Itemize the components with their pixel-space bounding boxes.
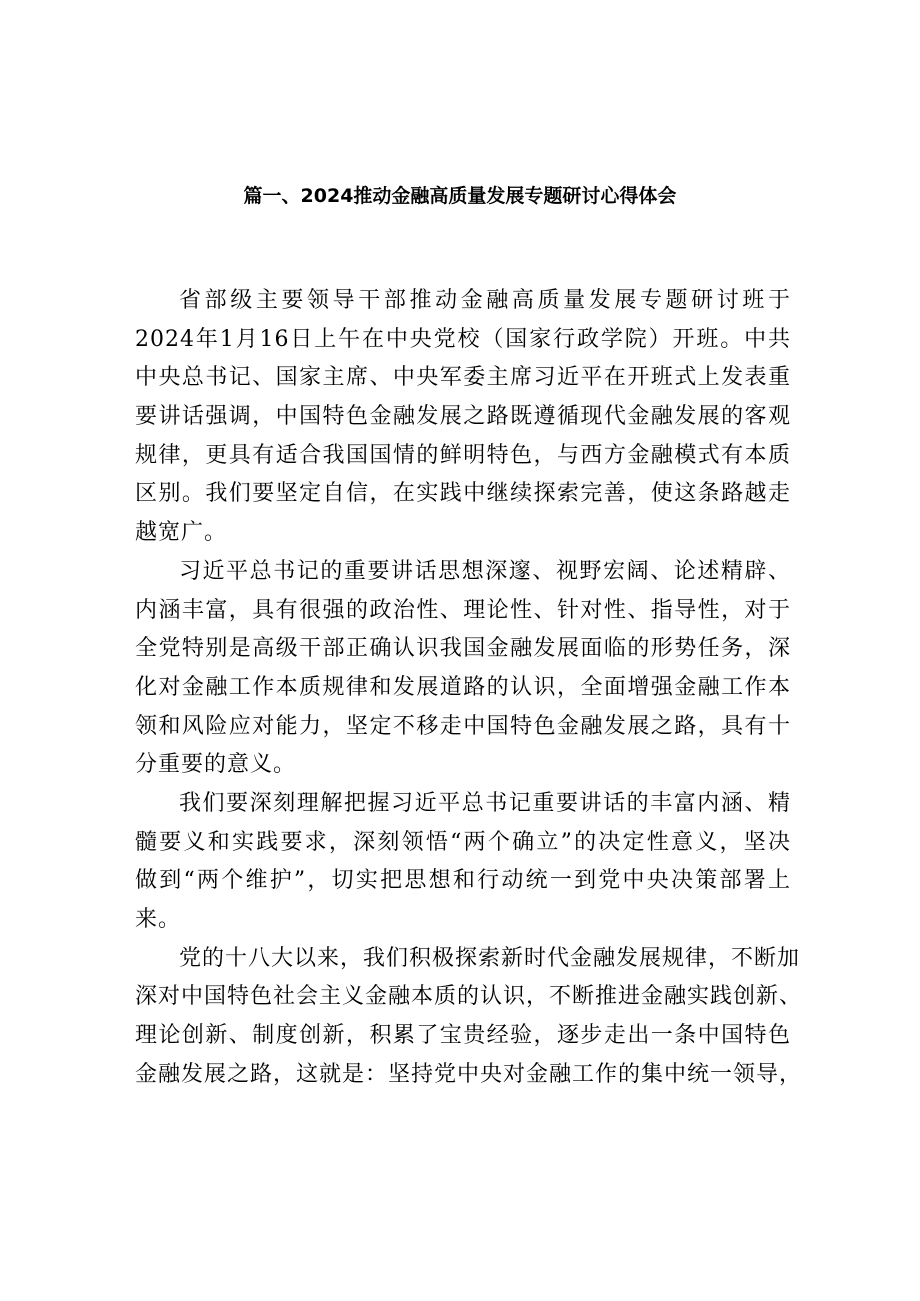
text-line: 全党特别是高级干部正确认识我国金融发展面临的形势任务，深	[135, 636, 791, 662]
paragraph-2	[135, 553, 791, 785]
text-line: 做到“两个维护”，切实把思想和行动统一到党中央决策部署上	[135, 868, 791, 894]
text-line: 领和风险应对能力，坚定不移走中国特色金融发展之路，具有十	[135, 713, 791, 739]
text-line: 规律，更具有适合我国国情的鲜明特色，与西方金融模式有本质	[135, 442, 791, 468]
text-line: 越宽广。	[135, 520, 228, 546]
text-line: 深对中国特色社会主义金融本质的认识，不断推进金融实践创新、	[135, 984, 803, 1010]
text-line: 来。	[135, 907, 182, 932]
text-line: 区别。我们要坚定自信，在实践中继续探索完善，使这条路越走	[135, 481, 791, 507]
text-line: 中央总书记、国家主席、中央军委主席习近平在开班式上发表重	[135, 365, 791, 391]
text-line: 分重要的意义。	[135, 752, 297, 778]
text-line: 化对金融工作本质规律和发展道路的认识，全面增强金融工作本	[135, 674, 791, 700]
text-line: 党的十八大以来，我们积极探索新时代金融发展规律，不断加	[179, 945, 801, 971]
text-line: 省部级主要领导干部推动金融高质量发展专题研讨班于	[179, 288, 791, 313]
text-line: 髓要义和实践要求，深刻领悟“两个确立”的决定性意义，坚决	[135, 829, 791, 855]
document-body	[135, 282, 803, 1094]
text-line: 要讲话强调，中国特色金融发展之路既遵循现代金融发展的客观	[135, 404, 791, 430]
text-line: 内涵丰富，具有很强的政治性、理论性、针对性、指导性，对于	[135, 597, 791, 623]
paragraph-4	[135, 940, 803, 1095]
document-title: 篇一、2024推动金融高质量发展专题研讨心得体会	[243, 185, 677, 207]
paragraph-3	[135, 785, 791, 940]
text-line: 我们要深刻理解把握习近平总书记重要讲话的丰富内涵、精	[179, 790, 791, 816]
text-line: 2024年1月16日上午在中央党校（国家行政学院）开班。中共	[135, 326, 791, 352]
text-line: 金融发展之路，这就是：坚持党中央对金融工作的集中统一领导，	[135, 1061, 803, 1087]
paragraph-1	[135, 282, 791, 553]
text-line: 习近平总书记的重要讲话思想深邃、视野宏阔、论述精辟、	[179, 558, 791, 584]
text-line: 理论创新、制度创新，积累了宝贵经验，逐步走出一条中国特色	[135, 1023, 791, 1049]
